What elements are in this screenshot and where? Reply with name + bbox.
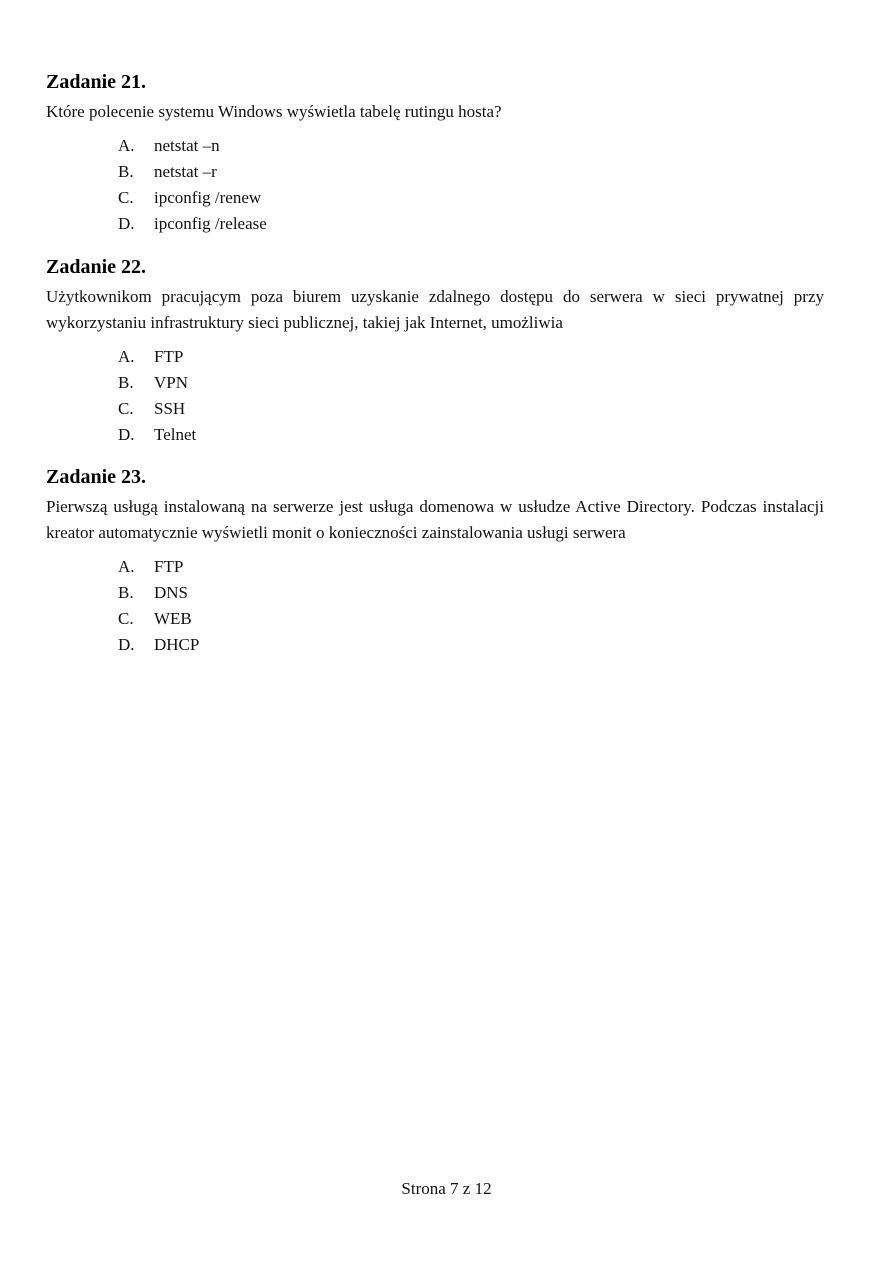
answer-text: WEB: [154, 609, 192, 628]
answer-text: netstat –r: [154, 162, 217, 181]
answer-text: ipconfig /renew: [154, 188, 262, 207]
answer-letter: A.: [118, 136, 135, 155]
task-title: Zadanie 21.: [46, 71, 147, 93]
answer-text: DHCP: [154, 635, 200, 654]
page-number: Strona 7 z 12: [401, 1179, 492, 1198]
answer-letter: D.: [118, 214, 135, 233]
answer-option-a: [46, 133, 824, 159]
answer-text: DNS: [154, 583, 189, 602]
answer-option-a: [46, 344, 824, 370]
answer-letter: D.: [118, 635, 135, 654]
answer-option-c: [46, 185, 824, 211]
answer-text: SSH: [154, 399, 186, 418]
answer-option-c: [46, 606, 824, 632]
answer-letter: B.: [118, 583, 134, 602]
answer-letter: A.: [118, 347, 135, 366]
answer-text: FTP: [154, 557, 184, 576]
answer-text: netstat –n: [154, 136, 220, 155]
answer-list: [46, 344, 824, 448]
answer-letter: B.: [118, 162, 134, 181]
answer-option-d: [46, 211, 824, 237]
answer-letter: C.: [118, 609, 134, 628]
answer-letter: D.: [118, 425, 135, 444]
answer-letter: B.: [118, 373, 134, 392]
answer-text: ipconfig /release: [154, 214, 267, 233]
answer-text: VPN: [154, 373, 189, 392]
task-question: Które polecenie systemu Windows wyświetla tabelę rutingu hosta?: [46, 102, 502, 121]
answer-list: [46, 133, 824, 237]
task-title: Zadanie 22.: [46, 256, 147, 278]
answer-option-b: [46, 159, 824, 185]
answer-option-a: [46, 554, 824, 580]
answer-letter: C.: [118, 399, 134, 418]
answer-option-c: [46, 396, 824, 422]
task-title: Zadanie 23.: [46, 466, 147, 488]
answer-text: FTP: [154, 347, 184, 366]
task-22: [46, 255, 824, 448]
answer-option-d: [46, 422, 824, 448]
answer-option-b: [46, 580, 824, 606]
answer-text: Telnet: [154, 425, 197, 444]
task-question: Pierwszą usługą instalowaną na serwerze jest usługa domenowa w usłudze Active Directory. Podczas instalacji kreator automatycznie wyświetli monit o konieczności zainstalowania usługi serwera: [46, 497, 824, 542]
answer-list: [46, 554, 824, 658]
answer-option-b: [46, 370, 824, 396]
task-23: [46, 465, 824, 658]
task-question: Użytkownikom pracującym poza biurem uzyskanie zdalnego dostępu do serwera w sieci prywatnej przy wykorzystaniu infrastruktury sieci publicznej, takiej jak Internet, umożliwia: [46, 287, 824, 332]
answer-letter: A.: [118, 557, 135, 576]
answer-option-d: [46, 632, 824, 658]
answer-letter: C.: [118, 188, 134, 207]
task-21: [46, 70, 824, 237]
